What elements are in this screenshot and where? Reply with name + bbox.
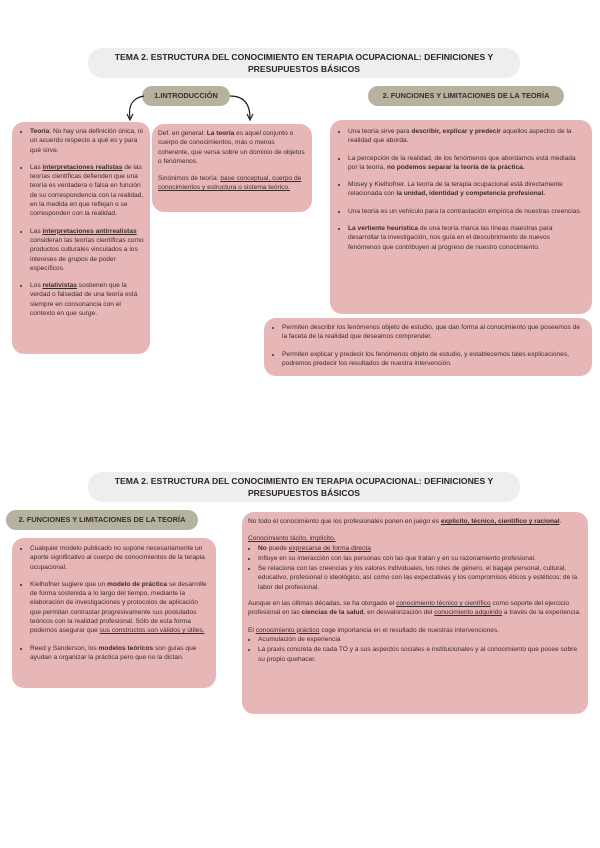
functions-pill-2: 2. FUNCIONES Y LIMITACIONES DE LA TEORÍA — [6, 510, 198, 530]
list-item: • Permiten describir los fenómenos objeto de estudio, que dan forma al conocimiento que poseemos de la faceta de la realidad que deseamos comprender. — [282, 323, 584, 342]
models-left-box — [12, 538, 216, 688]
list-item: • La praxis concreta de cada TO y a sus aspectos sociales e institucionales y al conocimiento que posee sobre su propio quehacer. — [258, 645, 582, 664]
general-definition-box — [152, 124, 312, 212]
list-item: • Se relaciona con las creencias y los valores individuales, los roles de género, el bagaje personal, cultural, educativo, profesional o ideológico, así como con las expectativas y los compromisos éticos y estéticos; de la labor del profesional. — [258, 564, 582, 592]
list-item: • No puede expresarse de forma directa — [258, 544, 582, 553]
list-item: • Las interpretaciones antirrealistas consideran las teorías científicas como productos culturales vinculados a los intereses de grupos de poder específicos. — [30, 227, 144, 273]
definitions-left-box — [12, 122, 150, 354]
list-item: • La percepción de la realidad, de los fenómenos que abordamos está mediada por la teoría, no podemos separar la teoría de la práctica. — [348, 154, 584, 173]
practical-knowledge-text: El conocimiento práctico coge importancia en el resultado de nuestras intervenciones. — [248, 626, 500, 634]
list-item: • Cualquier modelo publicado no supone necesariamente un aporte significativo al cuerpo de conocimientos de la terapia ocupacional. — [30, 544, 210, 572]
arrow-left-icon — [124, 92, 148, 124]
page-title-2: TEMA 2. ESTRUCTURA DEL CONOCIMIENTO EN TERAPIA OCUPACIONAL: DEFINICIONES Y PRESUPUESTOS BÁSICOS — [88, 472, 520, 502]
functions-right-box — [330, 120, 592, 314]
list-item: • Mosey y Kielhofner. La teoría de la terapia ocupacional está directamente relacionada con la unidad, identidad y competencia profesional. — [348, 180, 584, 199]
list-item: • Permiten explicar y predecir los fenómenos objeto de estudio, y establecemos tales explicaciones, podremos predecir los resultados de nuestra intervención. — [282, 350, 584, 369]
list-item: • Reed y Sanderson, los modelos teóricos son guías que ayudan a organizar la práctica pero que no la dictan. — [30, 644, 210, 663]
definition-text: Def. en general: La teoría es aquel conjunto o cuerpo de conocimientos, más o menos coherente, que versa sobre un dominio de objetos o fenómenos. — [158, 130, 305, 165]
list-item: • Kielhofner sugiere que un modelo de práctica se desarrolle de forma sostenida a lo largo del tiempo, mediante la elaboración de investigaciones y protocolos de aplicación que permitan contrastar progresivamente sus postulados teóricos con la realidad profesional. Sólo de esta forma podemos asegurar que sus constructos son válidos y útiles. — [30, 580, 210, 636]
list-item: • Teoría: No hay una definición única, ni un acuerdo respecto a qué es y para qué sirve. — [30, 127, 144, 155]
intro-pill: 1.INTRODUCCIÓN — [142, 86, 230, 106]
list-item: • La vertiente heurística de una teoría marca las líneas maestras para desarrollar la investigación, nos guía en el descubrimiento de nuevos fenómenos que contribuyen al progreso de nuestro conocimiento. — [348, 224, 584, 252]
technical-knowledge-text: Aunque en las últimas décadas, se ha otorgado el conocimiento técnico y científico como soporte del ejercicio profesional en las ciencias de la salud, en desvalorización del conocimiento adquirido a través de la experiencia. — [248, 600, 581, 617]
functions-pill: 2. FUNCIONES Y LIMITACIONES DE LA TEORÍA — [368, 86, 564, 106]
list-item: • Una teoría es un vehículo para la contrastación empírica de nuestras creencias. — [348, 207, 584, 216]
list-item: • Los relativistas sostienen que la verdad o falsedad de una teoría está siempre en consonancia con el contexto en que surge. — [30, 281, 144, 318]
arrow-right-icon — [228, 92, 256, 124]
functions-bottom-box — [264, 318, 592, 376]
knowledge-intro: No todo el conocimiento que los profesionales ponen en juego es explícito, técnico, científico y racional. — [248, 518, 562, 525]
list-item: • Las interpretaciones realistas de las teorías científicas defienden que una teoría es verdadera o falsa en función de su correspondencia con la realidad, en la medida en que reflejan o se corresponden con la realidad. — [30, 163, 144, 219]
list-item: • Acumulación de experiencia — [258, 635, 582, 644]
tacit-knowledge-label: Conocimiento tácito, implícito. — [248, 535, 336, 543]
knowledge-right-box — [242, 512, 588, 714]
synonyms-text: Sinónimos de teoría: base conceptual, cuerpo de conocimientos y estructura o sistema teórico. — [158, 175, 302, 192]
list-item: • Influye en su interacción con las personas con las que tratan y en su razonamiento profesional. — [258, 554, 582, 563]
list-item: • Una teoría sirve para describir, explicar y predecir aquellos aspectos de la realidad que aborda. — [348, 127, 584, 146]
page-title: TEMA 2. ESTRUCTURA DEL CONOCIMIENTO EN TERAPIA OCUPACIONAL: DEFINICIONES Y PRESUPUESTOS BÁSICOS — [88, 48, 520, 78]
